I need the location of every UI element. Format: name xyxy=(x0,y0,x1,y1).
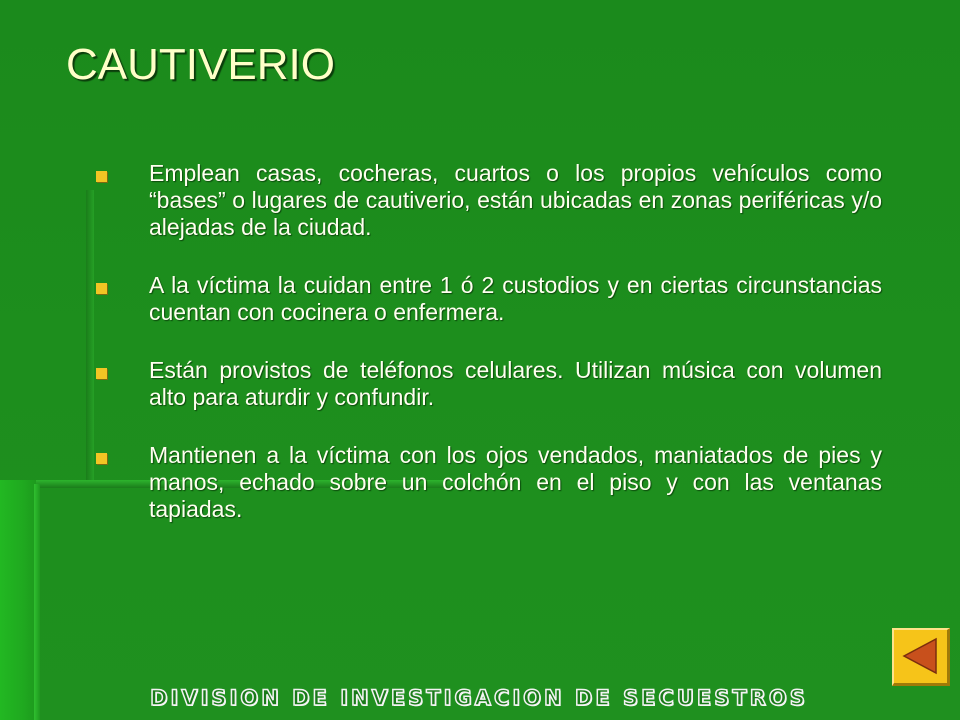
triangle-left-icon xyxy=(894,630,947,683)
previous-slide-button[interactable] xyxy=(892,628,950,686)
square-bullet-icon xyxy=(96,171,107,182)
square-bullet-icon xyxy=(96,453,107,464)
bullet-list xyxy=(92,160,882,554)
bullet-text: Emplean casas, cocheras, cuartos o los propios vehículos como “bases” o lugares de cautiverio, están ubicadas en zonas periféricas y/o alejadas de la ciudad. xyxy=(149,160,882,240)
decorative-bevel-left xyxy=(34,484,40,720)
slide-title: CAUTIVERIO xyxy=(66,40,335,89)
bullet-item xyxy=(92,357,882,411)
bullet-item xyxy=(92,442,882,523)
bullet-text: A la víctima la cuidan entre 1 ó 2 custodios y en ciertas circunstancias cuentan con cocinera o enfermera. xyxy=(149,272,882,325)
bullet-item xyxy=(92,160,882,241)
footer-organization: DIVISION DE INVESTIGACION DE SECUESTROS xyxy=(150,686,808,710)
bullet-text: Están provistos de teléfonos celulares. Utilizan música con volumen alto para aturdir y confundir. xyxy=(149,357,882,410)
bullet-item xyxy=(92,272,882,326)
square-bullet-icon xyxy=(96,368,107,379)
bullet-text: Mantienen a la víctima con los ojos vendados, maniatados de pies y manos, echado sobre un colchón en el piso y con las ventanas tapiadas. xyxy=(149,442,882,522)
square-bullet-icon xyxy=(96,283,107,294)
